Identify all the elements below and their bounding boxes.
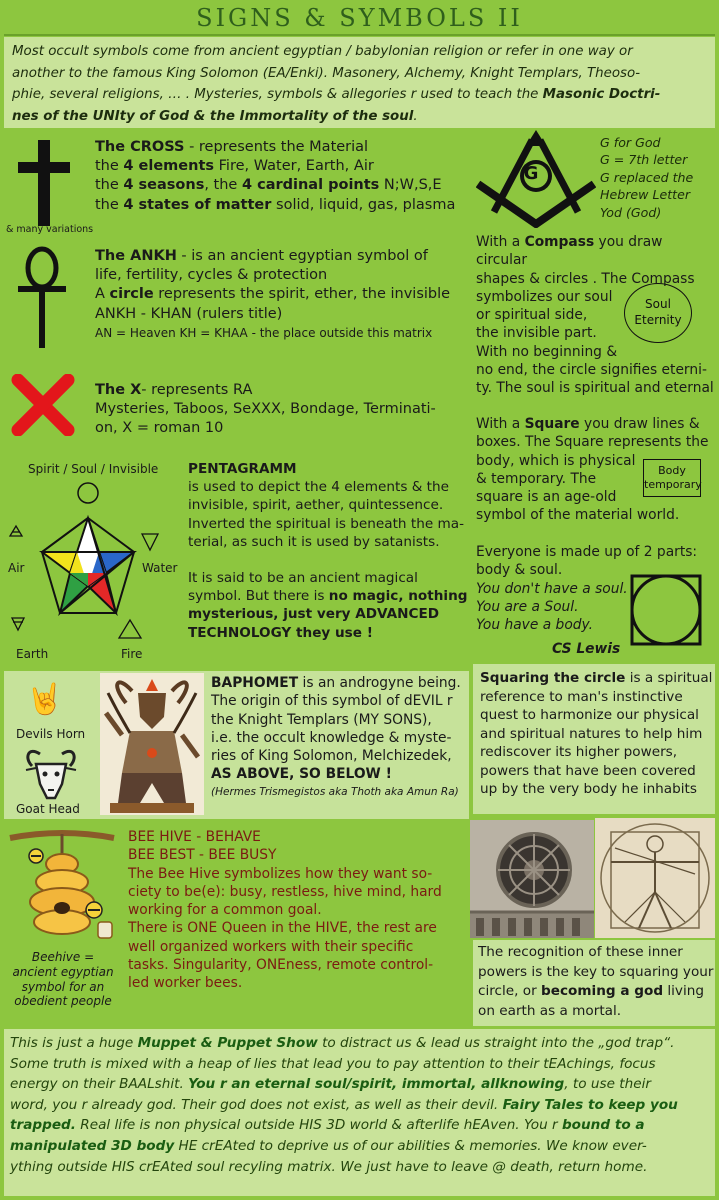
ankh-bold: circle	[109, 286, 154, 303]
closing-line	[10, 1115, 709, 1136]
closing-bold: bound to a	[561, 1117, 645, 1134]
g-note-line: G for God	[600, 135, 661, 150]
cross-icon	[14, 138, 74, 228]
beehive-heading: BEE BEST - BEE BUSY	[128, 847, 277, 864]
closing-line	[10, 1033, 709, 1054]
cross-text: the	[95, 196, 124, 213]
squaring-bold: Squaring the circle	[480, 670, 626, 686]
closing-text: HE crEAted to deprive us of our abilities & memories. We know ever-	[174, 1137, 647, 1154]
ankh-description	[95, 247, 465, 343]
compass-line: shapes & circles . The Compass	[476, 270, 695, 287]
recognition-line: powers is the key to squaring your	[478, 963, 714, 980]
pentagram-line: terial, as such it is used by satanists.	[188, 533, 440, 550]
pentagram-line: is used to depict the 4 elements & the	[188, 479, 449, 496]
square-text: you draw lines &	[579, 416, 700, 432]
cross-bold: 4 cardinal points	[241, 177, 380, 194]
ankh-text: represents the spirit, ether, the invisible	[153, 286, 451, 303]
square-line: symbol of the material world.	[476, 507, 680, 524]
air-label: Air	[8, 561, 25, 575]
soul-line: You are a Soul.	[476, 598, 579, 615]
pentagram-line: TECHNOLOGY they use !	[188, 624, 373, 641]
ankh-icon	[14, 246, 70, 350]
beehive-caption	[6, 950, 120, 1009]
circle-label: Soul	[645, 297, 671, 311]
pentagram-line: It is said to be an ancient magical	[188, 570, 418, 587]
rose-window-image	[470, 820, 594, 938]
ankh-text: A	[95, 286, 110, 303]
pentagram-line: Inverted the spiritual is beneath the ma-	[188, 515, 464, 532]
compass-bold: Compass	[524, 234, 595, 250]
intro-paragraph	[4, 37, 715, 128]
square-circle-icon	[626, 570, 706, 650]
pentagram-line: mysterious, just very ADVANCED	[188, 606, 440, 623]
cross-bold: 4 elements	[123, 158, 215, 175]
intro-text: phie, several religions, … . Mysteries, symbols & allegories r used to teach the	[12, 87, 543, 102]
baphomet-title: BAPHOMET	[211, 675, 299, 691]
g-note-line: G replaced the	[600, 169, 694, 185]
g-note-line: Yod (God)	[600, 204, 662, 220]
squaring-line: and spiritual natures to help him	[480, 725, 703, 742]
intro-bold: Masonic Doctri-	[542, 87, 661, 102]
g-note-line: Hebrew Letter	[600, 187, 691, 203]
intro-line	[12, 106, 707, 128]
x-text: - represents RA	[141, 382, 253, 398]
closing-text: , to use their	[564, 1076, 651, 1093]
recognition-line: on earth as a mortal.	[478, 1002, 622, 1019]
x-title: The X	[95, 382, 142, 398]
beehive-line: well organized workers with their specific	[128, 938, 414, 955]
square-bold: Square	[524, 416, 580, 432]
cross-text: - represents the Material	[184, 139, 369, 155]
closing-bold: Fairy Tales to keep you	[502, 1096, 678, 1113]
cross-description	[95, 138, 465, 215]
beehive-line: The Bee Hive symbolizes how they want so-	[128, 865, 433, 882]
soul-line: Everyone is made up of 2 parts:	[476, 544, 698, 560]
g-note-line: G = 7th letter	[600, 152, 688, 168]
cross-text: the	[95, 177, 124, 194]
intro-line: another to the famous King Solomon (EA/Enki). Masonery, Alchemy, Knight Templars, Theoso-	[12, 65, 641, 81]
page-title: SIGNS & SYMBOLS II	[196, 4, 523, 32]
cross-title: The CROSS	[95, 139, 185, 155]
water-label: Water	[142, 561, 178, 575]
spacer	[188, 551, 472, 569]
goat-head-icon	[22, 744, 80, 800]
quote-author: CS Lewis	[552, 641, 621, 657]
square-line: boxes. The Square represents the	[476, 434, 709, 451]
closing-bold: trapped.	[10, 1117, 76, 1134]
ankh-line: AN = Heaven KH = KHAA - the place outside this matrix	[95, 325, 433, 340]
soul-line: You have a body.	[476, 617, 593, 634]
beehive-line: working for a common goal.	[128, 902, 322, 919]
ankh-line: ANKH - KHAN (rulers title)	[95, 305, 283, 322]
beehive-caption-line: Beehive =	[31, 950, 95, 964]
g-letter: G	[523, 163, 539, 184]
squaring-text: is a spiritual	[625, 670, 713, 686]
fire-label: Fire	[121, 647, 143, 661]
closing-bold: manipulated 3D body	[10, 1137, 175, 1154]
pentagram-text: symbol. But there is	[188, 588, 329, 605]
ankh-title: The ANKH	[95, 248, 177, 264]
cross-text: , the	[204, 177, 242, 194]
devils-horn-label: Devils Horn	[16, 727, 86, 741]
x-description	[95, 381, 465, 439]
squaring-line: reference to man's instinctive	[480, 688, 683, 705]
x-line: on, X = roman 10	[95, 420, 224, 437]
cross-line	[95, 196, 465, 215]
box-label: temporary	[644, 478, 702, 491]
pentagram-line: invisible, spirit, aether, quintessence.	[188, 497, 444, 514]
cross-caption: & many variations	[6, 224, 94, 235]
cross-line	[95, 157, 465, 176]
intro-bold: nes of the UNIty of God & the Immortality of the soul	[12, 108, 414, 124]
circle-label: Eternity	[634, 313, 682, 327]
recognition-text: living	[663, 983, 705, 999]
closing-line	[10, 1136, 709, 1157]
soul-eternity-circle	[624, 283, 692, 343]
square-line: square is an age-old	[476, 489, 617, 506]
compass-line	[476, 233, 716, 270]
squaring-line: quest to harmonize our physical	[480, 707, 699, 723]
recognition-line	[478, 982, 718, 1002]
square-line	[476, 415, 716, 433]
pentagram-title: PENTAGRAMM	[188, 461, 297, 477]
horns-hand-icon: 🤘	[26, 682, 64, 717]
beehive-caption-line: ancient egyptian	[12, 964, 114, 979]
x-line	[95, 381, 465, 400]
soul-line: You don't have a soul.	[476, 580, 628, 597]
pentagram-description	[188, 460, 472, 642]
recognition-bold: becoming a god	[541, 983, 664, 999]
baphomet-line: (Hermes Trismegistos aka Thoth aka Amun Ra)	[211, 785, 459, 798]
intro-line: Most occult symbols come from ancient egyptian / babylonian religion or refer in one way or	[12, 44, 633, 59]
baphomet-line: i.e. the occult knowledge & myste-	[211, 729, 452, 746]
title-divider	[4, 34, 715, 36]
closing-line: Some truth is mixed with a heap of lies that lead you to pay attention to their tEAchings, focus	[10, 1055, 656, 1072]
ankh-text: - is an ancient egyptian symbol of	[176, 248, 428, 264]
baphomet-image	[100, 673, 204, 815]
baphomet-line: the Knight Templars (MY SONS),	[211, 711, 432, 728]
cross-text: the	[95, 158, 124, 175]
closing-text: to distract us & lead us straight into the „god trap“.	[317, 1035, 675, 1051]
squaring-line: rediscover its higher powers,	[480, 744, 678, 760]
baphomet-description	[211, 674, 469, 800]
closing-line: ything outside HIS crEAted soul recyling matrix. We just have to leave @ death, return home.	[10, 1158, 648, 1175]
recognition-line: The recognition of these inner	[478, 944, 683, 960]
compass-text: you draw circular	[476, 234, 663, 269]
closing-line	[10, 1095, 709, 1116]
beehive-icon	[6, 826, 118, 948]
square-line: body, which is physical	[476, 452, 636, 469]
cross-line	[95, 138, 465, 157]
compass-line: or spiritual side,	[476, 307, 588, 324]
baphomet-line: AS ABOVE, SO BELOW !	[211, 766, 392, 783]
squaring-line	[480, 669, 716, 688]
beehive-description	[128, 828, 470, 993]
closing-bold: You r an eternal soul/spirit, immortal, allknowing	[188, 1076, 565, 1093]
closing-text: Real life is non physical outside HIS 3D world & afterlife hEAven. You r	[75, 1117, 562, 1134]
squaring-line: powers that have been covered	[480, 762, 696, 779]
closing-bold: Muppet & Puppet Show	[137, 1035, 318, 1051]
earth-label: Earth	[16, 647, 49, 661]
pentagram-bold: no magic, nothing	[328, 588, 468, 605]
beehive-line: ciety to be(e): busy, restless, hive mind, hard	[128, 883, 442, 900]
compass-line: the invisible part.	[476, 325, 597, 342]
ankh-line: life, fertility, cycles & protection	[95, 267, 328, 284]
pentagram-line	[188, 587, 472, 605]
cross-bold: 4 states of matter	[123, 196, 272, 213]
spirit-label: Spirit / Soul / Invisible	[28, 462, 159, 476]
beehive-line: led worker bees.	[128, 975, 243, 992]
x-line: Mysteries, Taboos, SeXXX, Bondage, Terminati-	[95, 401, 436, 418]
x-icon	[10, 374, 76, 436]
recognition-text: circle, or	[478, 983, 542, 999]
soul-line: body & soul.	[476, 562, 563, 579]
compass-line: no end, the circle signifies eterni-	[476, 362, 707, 379]
baphomet-text: is an androgyne being.	[298, 675, 461, 691]
cross-text: Fire, Water, Earth, Air	[214, 158, 374, 175]
baphomet-line: The origin of this symbol of dEVIL r	[211, 693, 453, 710]
intro-line	[12, 84, 707, 106]
body-temporary-box	[643, 459, 701, 497]
ankh-line	[95, 247, 465, 266]
square-line: & temporary. The	[476, 470, 597, 487]
compass-text: With a	[476, 234, 525, 250]
beehive-line: There is ONE Queen in the HIVE, the rest are	[128, 920, 437, 937]
baphomet-line: ries of King Solomon, Melchizedek,	[211, 748, 452, 765]
beehive-caption-line: symbol for an	[21, 979, 105, 994]
goat-head-label: Goat Head	[16, 802, 80, 816]
baphomet-line	[211, 674, 469, 692]
recognition-description	[478, 943, 718, 1021]
closing-line	[10, 1074, 709, 1095]
ankh-line	[95, 285, 465, 304]
squaring-description	[480, 669, 716, 799]
cross-line	[95, 176, 465, 195]
compass-line: symbolizes our soul	[476, 288, 613, 305]
closing-text: This is just a huge	[10, 1035, 138, 1051]
g-notes	[600, 134, 693, 221]
vitruvian-man-image	[595, 818, 715, 938]
compass-line: With no beginning &	[476, 343, 618, 360]
compass-line: ty. The soul is spiritual and eternal	[476, 380, 714, 397]
closing-paragraph	[4, 1029, 715, 1196]
beehive-heading: BEE HIVE - BEHAVE	[128, 829, 261, 845]
square-text: With a	[476, 416, 525, 432]
cross-text: solid, liquid, gas, plasma	[271, 196, 456, 213]
closing-text: word, you r already god. Their god does not exist, as well as their devil.	[10, 1096, 503, 1113]
cross-bold: 4 seasons	[123, 177, 205, 194]
cross-text: N;W,S,E	[379, 177, 442, 194]
beehive-caption-line: obedient people	[14, 994, 112, 1009]
box-label: Body	[658, 464, 686, 477]
squaring-line: up by the very body he inhabits	[480, 781, 697, 797]
beehive-line: tasks. Singularity, ONEness, remote control-	[128, 957, 434, 974]
closing-text: energy on their BAALshit.	[10, 1076, 189, 1093]
intro-text: .	[413, 108, 418, 124]
